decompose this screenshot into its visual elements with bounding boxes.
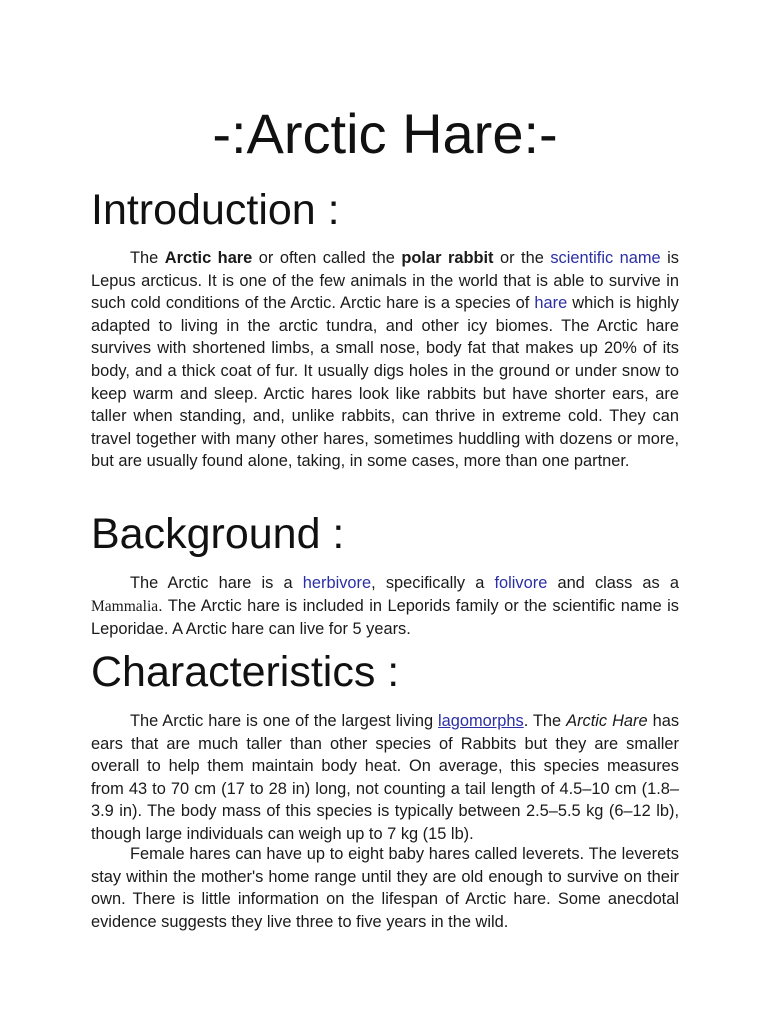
scientific-name-link[interactable]: scientific name [550, 249, 661, 267]
introduction-heading: Introduction : [91, 186, 340, 234]
intro-text-2: or often called the [252, 249, 402, 267]
intro-bold-arctic-hare: Arctic hare [164, 249, 253, 267]
characteristics-paragraph-2: Female hares can have up to eight baby hares called leverets. The leverets stay within the mother's home range until they are old enough to survive on their own. There is little information on the lifespan of Arctic hare. Some anecdotal evidence suggests they live three to five years in the wild. [91, 845, 679, 931]
char-italic-arctic-hare: Arctic Hare [566, 712, 648, 730]
lagomorphs-link[interactable]: lagomorphs [438, 712, 524, 730]
hare-link[interactable]: hare [534, 294, 568, 313]
bg-text-3: and class as a [547, 574, 679, 592]
mammalia-text: Mammalia [91, 597, 159, 615]
characteristics-heading: Characteristics : [91, 648, 400, 696]
intro-text-4: is Lepus arcticus. It is one of the few animals in the world that is able to survive in such cold conditions of the Arctic. Arctic hare is a species of [91, 249, 679, 313]
intro-text-5: which is highly adapted to living in the arctic tundra, and other icy biomes. The Arctic hare survives with shortened limbs, a small nose, body fat that makes up 20% of its body, and a thick coat of fur. It usually digs holes in the ground or under snow to keep warm and sleep. Arctic hares look like rabbits but have shorter ears, are taller when standing, and, unlike rabbits, can thrive in extreme cold. They can travel together with many other hares, sometimes huddling with dozens or more, but are usually found alone, taking, in some cases, more than one partner. [91, 294, 679, 471]
herbivore-link[interactable]: herbivore [302, 574, 372, 592]
folivore-link[interactable]: folivore [494, 574, 548, 592]
bg-text-1: The Arctic hare is a [130, 574, 303, 592]
bg-text-2: , specifically a [371, 574, 495, 592]
introduction-paragraph [91, 247, 679, 473]
document-title: -:Arctic Hare:- [212, 102, 558, 165]
characteristics-paragraph-1 [91, 710, 679, 846]
intro-text-1: The [130, 249, 165, 267]
bg-text-4: . The Arctic hare is included in Leporids family or the scientific name is Leporidae. A Arctic hare can live for 5 years. [91, 596, 679, 639]
char-text-1: The Arctic hare is one of the largest living [130, 712, 439, 730]
char-text-2: . The [523, 712, 567, 730]
char-text-3: has ears that are much taller than other species of Rabbits but they are smaller overall to help them maintain body heat. On average, this species measures from 43 to 70 cm (17 to 28 in) long, not counting a tail length of 4.5–10 cm (1.8–3.9 in). The body mass of this species is typically between 2.5–5.5 kg (6–12 lb), though large individuals can weigh up to 7 kg (15 lb). [91, 712, 680, 843]
intro-text-3: or the [493, 249, 551, 267]
background-heading: Background : [91, 510, 345, 558]
background-paragraph [91, 572, 679, 641]
intro-bold-polar-rabbit: polar rabbit [401, 249, 494, 267]
